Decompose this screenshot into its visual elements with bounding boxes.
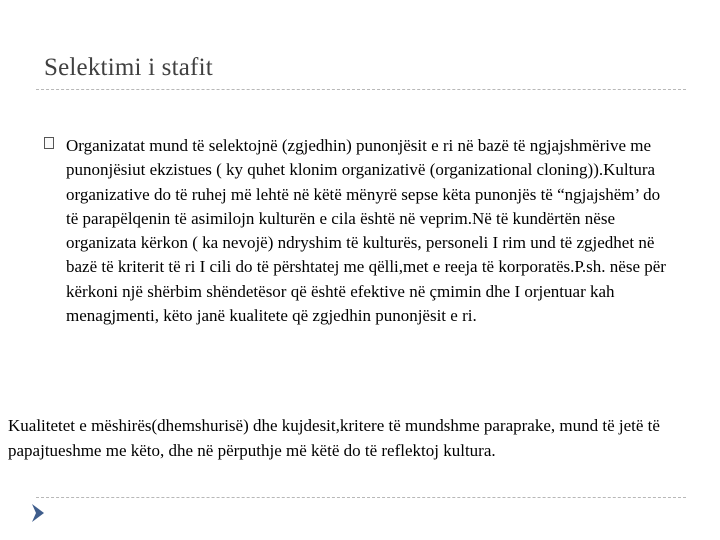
arrow-right-icon[interactable] (31, 503, 45, 523)
footer-paragraph: Kualitetet e mëshirës(dhemshurisë) dhe kujdesit,kritere të mundshme paraprake, mund të jetë të papajtueshme me këto, dhe në përputhje më këtë do të reflektoj kultura. (8, 416, 660, 460)
title-divider (36, 89, 686, 90)
bottom-divider (36, 497, 686, 498)
slide-title: Selektimi i stafit (44, 54, 213, 81)
bullet-text: Organizatat mund të selektojnë (zgjedhin) punonjësit e ri në bazë të ngjajshmërive me punonjësiut ekzistues ( ky quhet klonim organizativë (organizational cloning)).Kultura organizative do të ruhej më lehtë në këtë mënyrë sepse këta punonjës të “ngjajshëm’ do të parapëlqenin të asimilojn kulturën e cila është në veprim.Në të kundërtën nëse organizata kërkon ( ka nevojë) ndryshim të kulturës, personeli I rim und të zgjedhet në bazë të kriterit të ri I cili do të përshtatej me qëlli,met e reeja të korporatës.P.sh. nëse për kërkoni një shërbim shëndetësor që është efektive në çmimin dhe I orjentuar kah menagjmenti, këto janë kualitete që zgjedhin punonjësit e ri. (66, 136, 666, 326)
empty-square-bullet-icon (44, 137, 54, 149)
arrow-right-shape (32, 504, 44, 522)
